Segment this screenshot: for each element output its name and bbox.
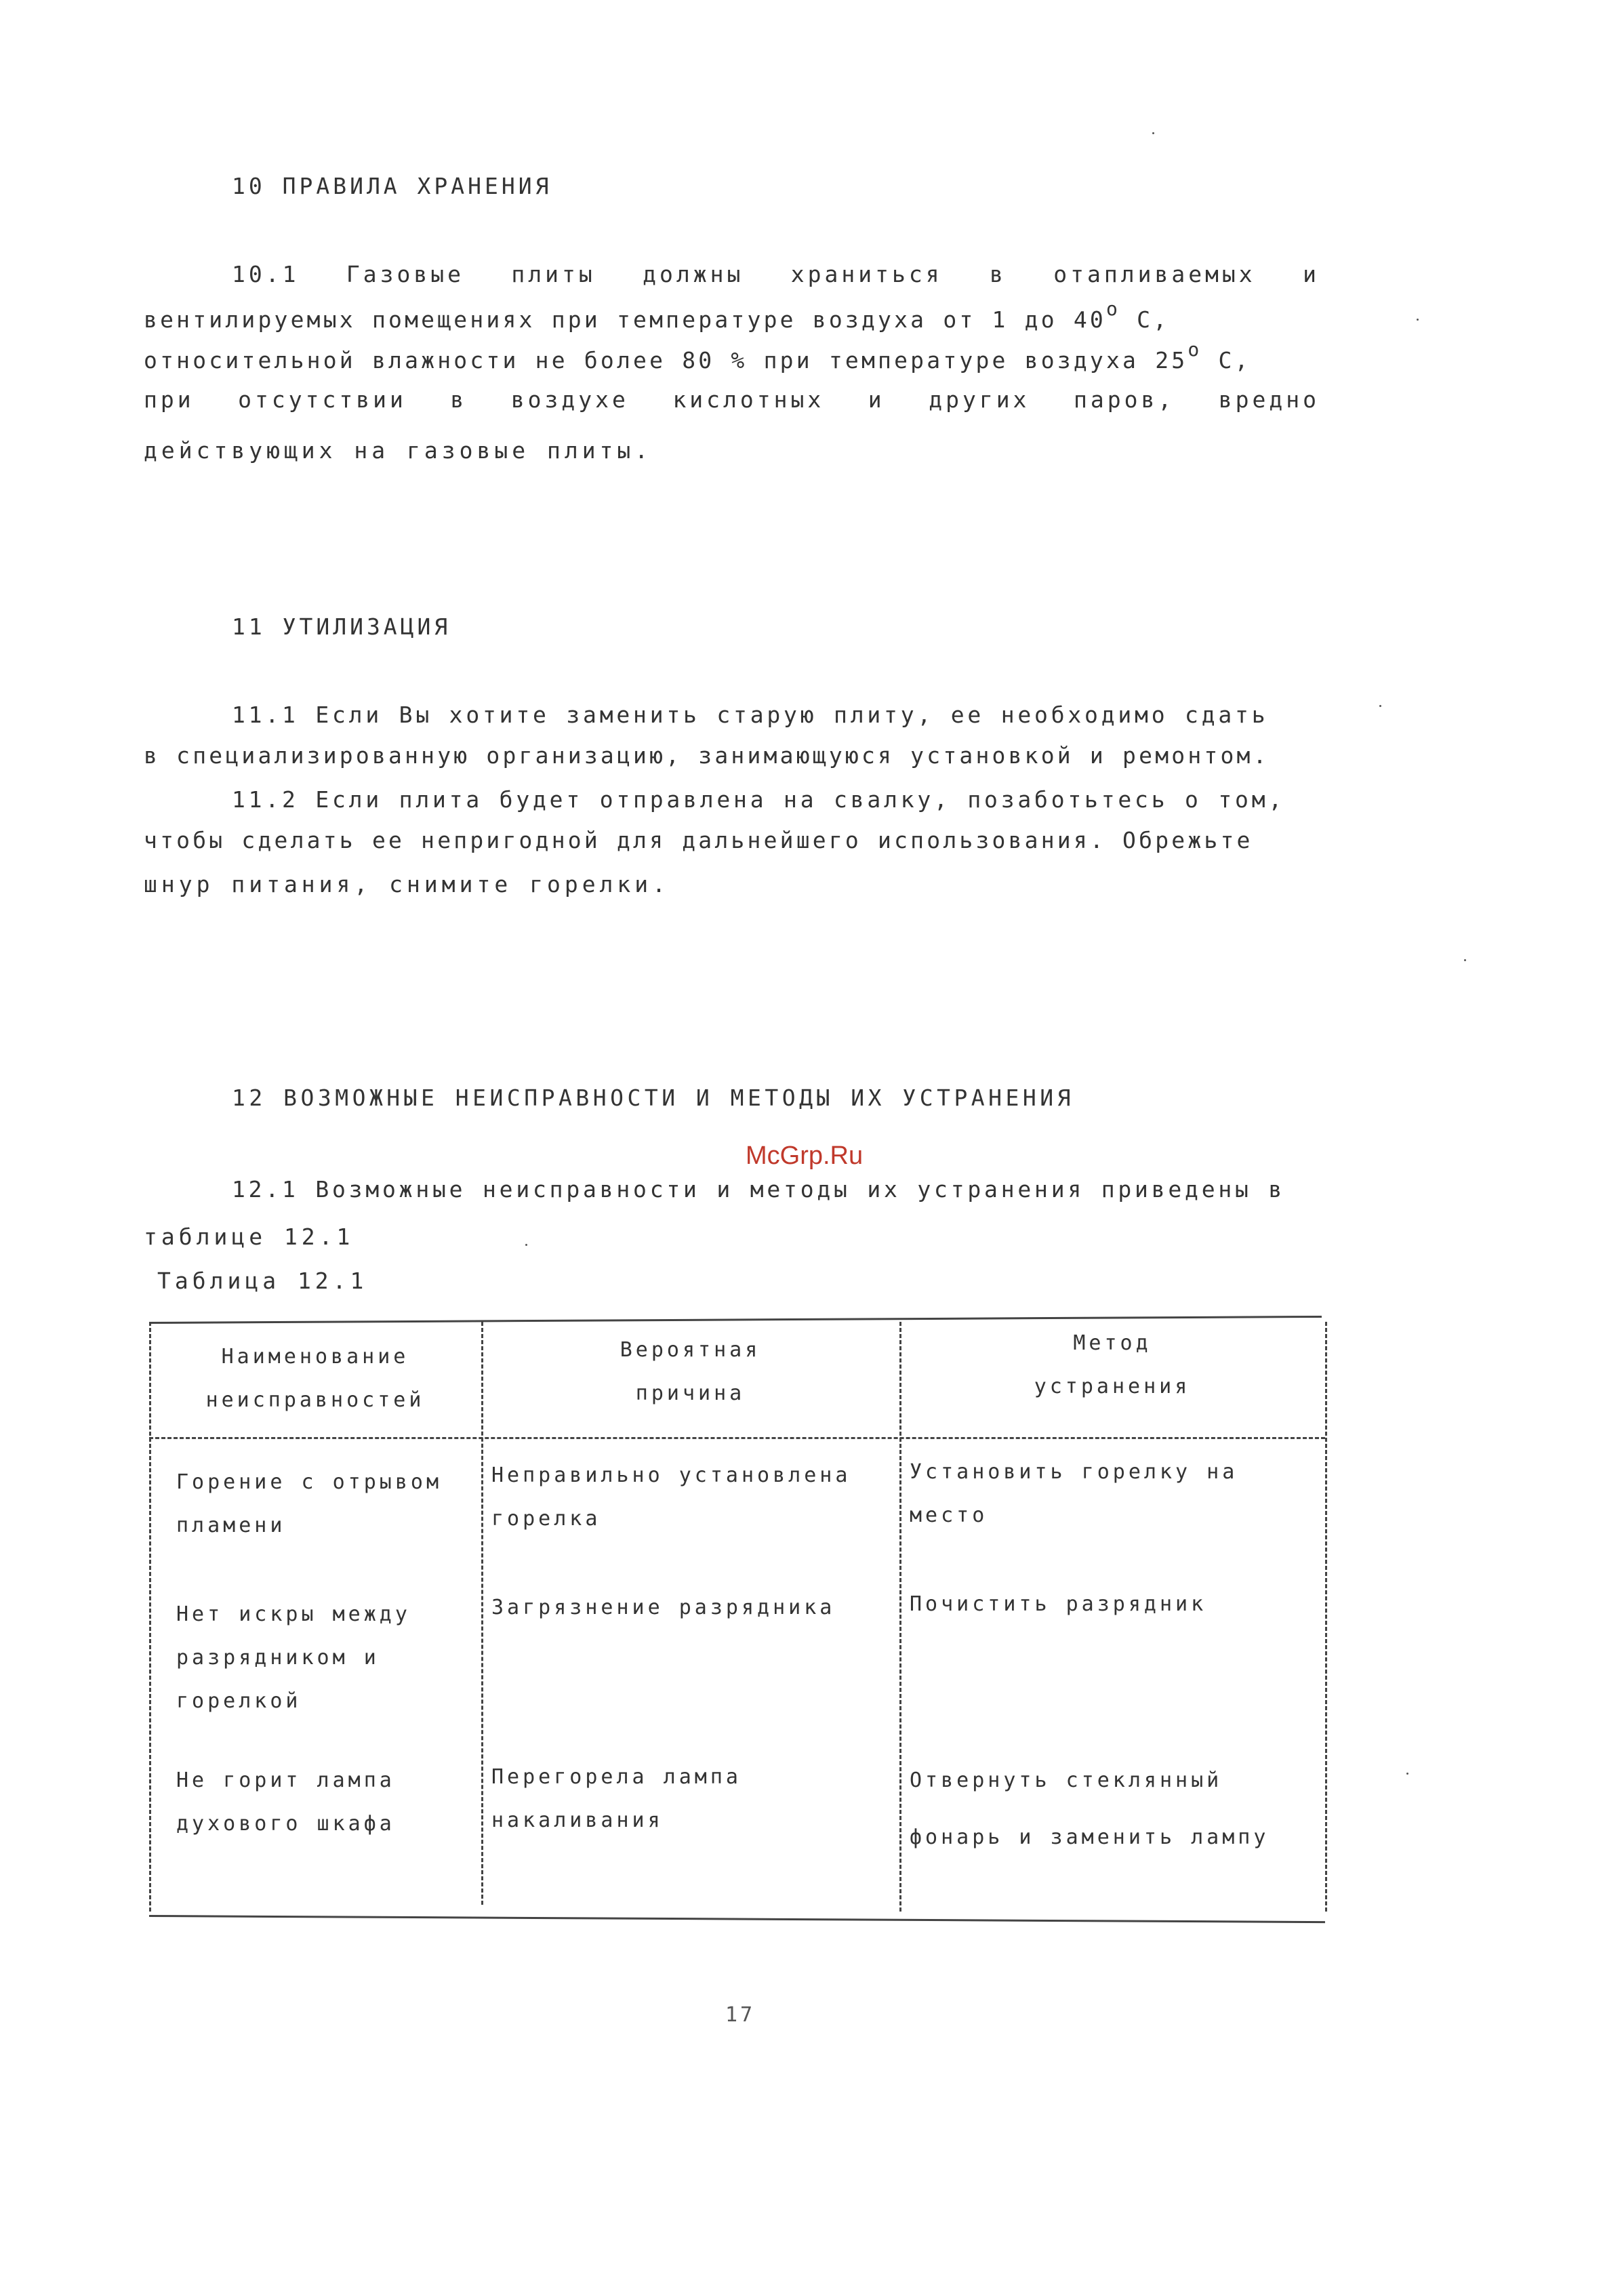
table-header-separator xyxy=(149,1437,1325,1439)
scan-speck xyxy=(1379,705,1381,707)
section-10-p1-line2: вентилируемых помещениях при температуре воздуха от 1 до $40^о$ С, xyxy=(144,298,1170,333)
table-header-1: Наименование неисправностей xyxy=(205,1345,425,1412)
scan-speck xyxy=(525,1244,527,1246)
table-header-2: Вероятная причина xyxy=(620,1338,761,1405)
section-10-p1-line1: 10.1 Газовые плиты должны храниться в отапливаемых и xyxy=(232,261,1320,287)
scan-speck xyxy=(1152,132,1154,134)
table-row-1-cause: Неправильно установлена горелка xyxy=(491,1463,851,1531)
table-header-3: Метод устранения xyxy=(1034,1331,1191,1398)
section-10-p1-line3: относительной влажности не более 80 % при температуре воздуха $25^о$ С, xyxy=(144,338,1251,373)
section-11-p2-line1: 11.2 Если плита будет отправлена на свалку, позаботьтесь о том, xyxy=(232,786,1286,813)
watermark: McGrp.Ru xyxy=(746,1142,864,1170)
section-10-p1-line4: при отсутствии в воздухе кислотных и других паров, вредно xyxy=(144,386,1320,413)
table-right-border xyxy=(1325,1322,1327,1912)
scan-speck xyxy=(1464,959,1466,961)
table-col-divider-2 xyxy=(899,1322,901,1912)
section-12-title: 12 ВОЗМОЖНЫЕ НЕИСПРАВНОСТИ И МЕТОДЫ ИХ УСТРАНЕНИЯ xyxy=(232,1085,1075,1111)
table-bottom-border xyxy=(149,1915,1325,1923)
table-row-3-method: Отвернуть стеклянный фонарь и заменить лампу xyxy=(910,1769,1270,1849)
section-11-p2-line2: чтобы сделать ее непригодной для дальнейшего использования. Обрежьте xyxy=(144,827,1253,853)
table-caption: Таблица 12.1 xyxy=(157,1268,368,1294)
table-row-2-fault: Нет искры между разрядником и горелкой xyxy=(176,1602,411,1713)
table-row-2-cause: Загрязнение разрядника xyxy=(491,1596,836,1619)
section-11-p1-line1: 11.1 Если Вы хотите заменить старую плиту, ее необходимо сдать xyxy=(232,702,1269,728)
section-12-p1-line1: 12.1 Возможные неисправности и методы их устранения приведены в xyxy=(232,1176,1286,1203)
table-row-1-method: Установить горелку на место xyxy=(910,1460,1238,1527)
table-row-3-cause: Перегорела лампа накаливания xyxy=(491,1765,742,1832)
page-number: 17 xyxy=(725,2003,756,2027)
section-11-p2-line3: шнур питания, снимите горелки. xyxy=(144,871,670,897)
table-row-3-fault: Не горит лампа духового шкафа xyxy=(176,1769,395,1836)
faults-table xyxy=(149,1322,1328,1918)
table-row-2-method: Почистить разрядник xyxy=(910,1592,1207,1616)
section-10-title: 10 ПРАВИЛА ХРАНЕНИЯ xyxy=(232,173,552,199)
scan-speck xyxy=(1417,319,1419,321)
section-11-title: 11 УТИЛИЗАЦИЯ xyxy=(232,613,451,640)
scan-speck xyxy=(1406,1773,1408,1775)
section-11-p1-line2: в специализированную организацию, занимающуюся установкой и ремонтом. xyxy=(144,742,1270,769)
section-10-p1-line5: действующих на газовые плиты. xyxy=(144,437,653,464)
section-12-p1-line2: таблице 12.1 xyxy=(144,1224,354,1250)
table-row-1-fault: Горение с отрывом пламени xyxy=(176,1470,443,1537)
